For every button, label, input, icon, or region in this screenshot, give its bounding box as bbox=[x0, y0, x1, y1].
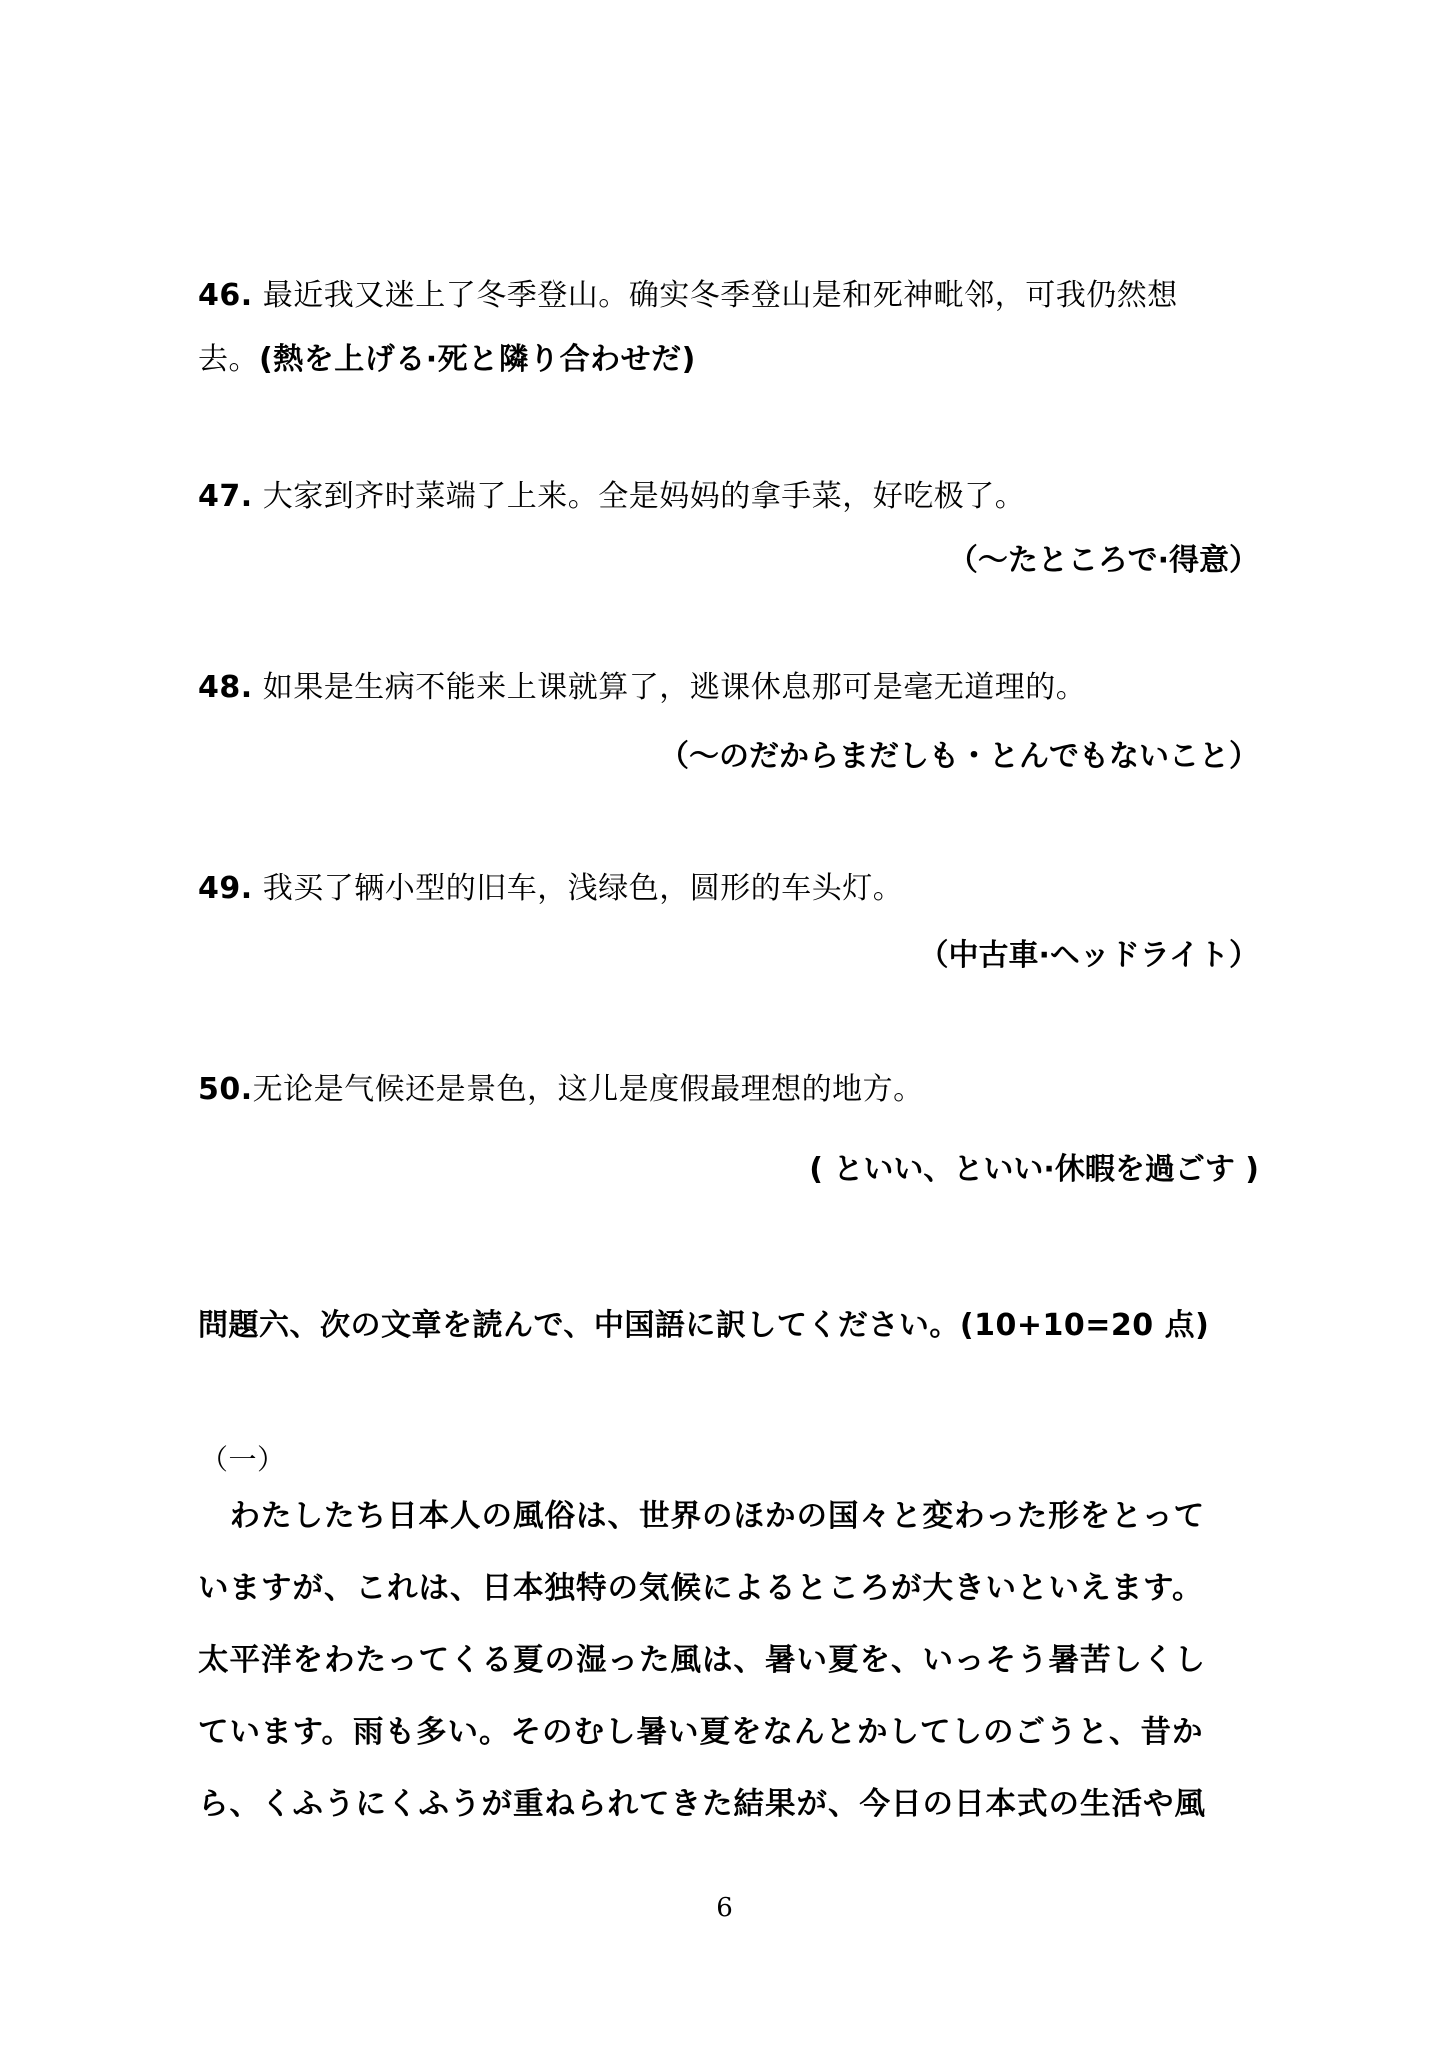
section-heading: 問題六、次の文章を読んで、中国語に訳してください。(10+10=20 点) bbox=[198, 1308, 1210, 1343]
question-46-line-2 bbox=[198, 340, 1260, 380]
question-number: 50. bbox=[198, 1072, 253, 1107]
question-number: 47. bbox=[198, 479, 253, 514]
paragraph-line-5: ら、くふうにくふうが重ねられてきた結果が、今日の日本式の生活や風 bbox=[198, 1787, 1206, 1822]
question-text: 去。 bbox=[198, 342, 259, 377]
question-46-line-1 bbox=[198, 276, 1260, 316]
question-text: 如果是生病不能来上课就算了，逃课休息那可是毫无道理的。 bbox=[262, 670, 1087, 705]
question-49-line-1 bbox=[198, 869, 1260, 909]
question-47-hint: （～たところで·得意） bbox=[947, 543, 1259, 578]
question-text: 最近我又迷上了冬季登山。确实冬季登山是和死神毗邻，可我仍然想 bbox=[262, 278, 1178, 313]
paragraph-line-4: ています。雨も多い。そのむし暑い夏をなんとかしてしのごうと、昔か bbox=[198, 1715, 1204, 1750]
question-text: 我买了辆小型的旧车，浅绿色，圆形的车头灯。 bbox=[262, 871, 904, 906]
question-49-hint: （中古車·ヘッドライト） bbox=[918, 938, 1259, 973]
question-number: 48. bbox=[198, 670, 253, 705]
question-48-hint: （～のだからまだしも・とんでもないこと） bbox=[659, 739, 1259, 774]
question-text: 无论是气候还是景色，这儿是度假最理想的地方。 bbox=[252, 1072, 924, 1107]
subsection-label: （一） bbox=[200, 1443, 286, 1476]
paragraph-line-3: 太平洋をわたってくる夏の湿った風は、暑い夏を、いっそう暑苦しくし bbox=[198, 1643, 1206, 1678]
question-50-hint: ( といい、といい·休暇を過ごす ) bbox=[809, 1152, 1259, 1187]
question-47-line-1 bbox=[198, 477, 1260, 517]
question-text: 大家到齐时菜端了上来。全是妈妈的拿手菜，好吃极了。 bbox=[262, 479, 1026, 514]
question-number: 46. bbox=[198, 278, 253, 313]
page-number: 6 bbox=[716, 1893, 733, 1923]
paragraph-line-2: いますが、これは、日本独特の気候によるところが大きいといえます。 bbox=[198, 1571, 1204, 1606]
paragraph-line-1: わたしたち日本人の風俗は、世界のほかの国々と変わった形をとって bbox=[198, 1499, 1206, 1534]
question-50-line-1 bbox=[198, 1070, 1260, 1110]
question-number: 49. bbox=[198, 871, 253, 906]
question-hint: (熱を上げる·死と隣り合わせだ) bbox=[259, 342, 696, 377]
question-48-line-1 bbox=[198, 668, 1260, 708]
